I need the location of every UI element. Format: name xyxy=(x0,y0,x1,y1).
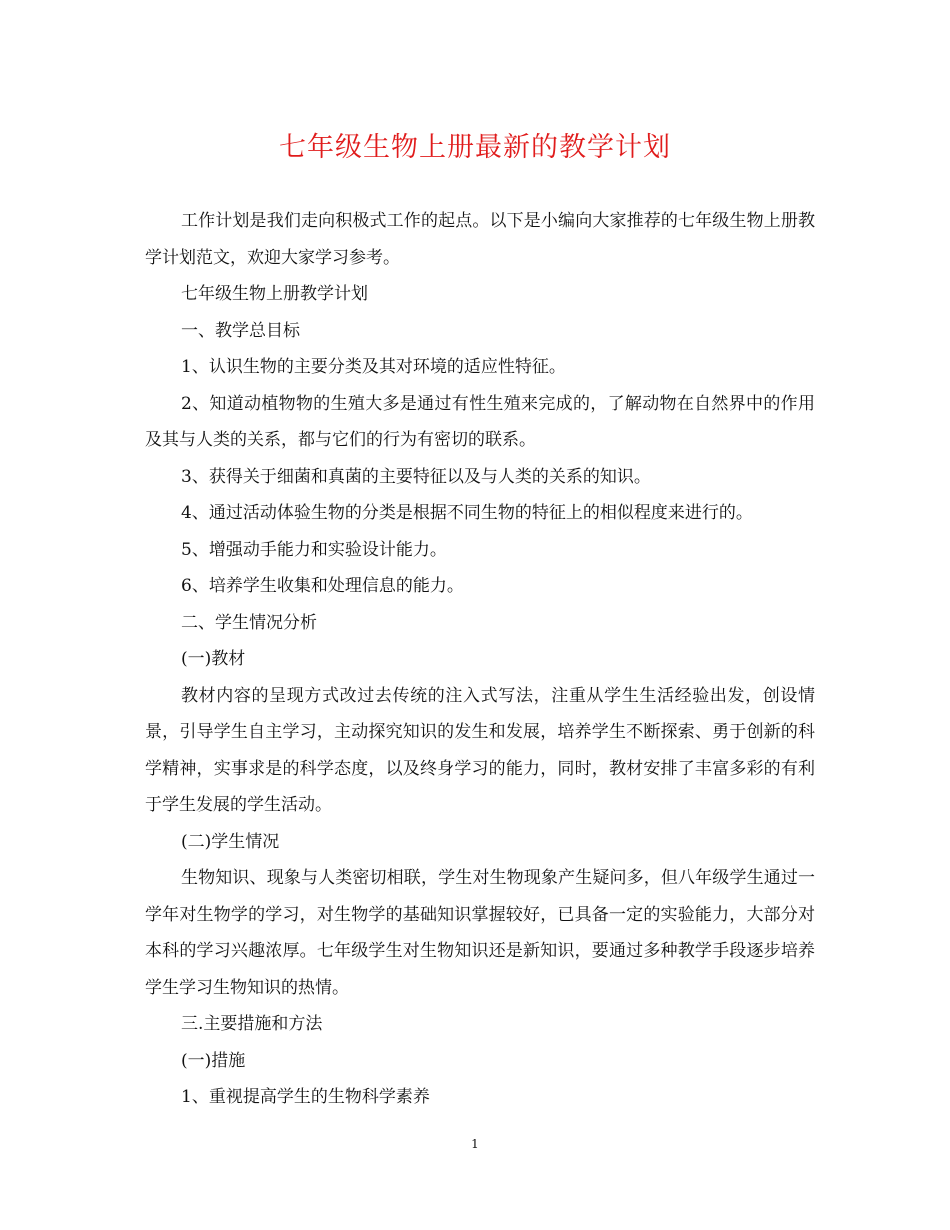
page-number: 1 xyxy=(471,1137,479,1151)
document-title: 七年级生物上册最新的教学计划 xyxy=(279,132,671,163)
section-heading-measures: 三.主要措施和方法 xyxy=(181,1014,323,1034)
goal-item-6: 6、培养学生收集和处理信息的能力。 xyxy=(181,576,464,596)
subheading-measures: (一)措施 xyxy=(181,1050,246,1071)
subtitle-paragraph: 七年级生物上册教学计划 xyxy=(181,284,368,304)
goal-item-4: 4、通过活动体验生物的分类是根据不同生物的特征上的相似程度来进行的。 xyxy=(181,503,753,523)
textbook-paragraph: 教材内容的呈现方式改过去传统的注入式写法，注重从学生生活经验出发，创设情景，引导学生自主学习，主动探究知识的发生和发展，培养学生不断探索、勇于创新的科学精神，实事求是的科学态度，以及终身学习的能力，同时，教材安排了丰富多彩的有利于学生发展的学生活动。 xyxy=(145,685,815,815)
subheading-textbook: (一)教材 xyxy=(181,649,246,669)
document-body xyxy=(145,203,815,1116)
section-heading-analysis: 二、学生情况分析 xyxy=(181,612,317,633)
section-heading-goals: 一、教学总目标 xyxy=(181,320,300,341)
subheading-students: (二)学生情况 xyxy=(181,831,280,852)
measure-item-1: 1、重视提高学生的生物科学素养 xyxy=(181,1087,430,1107)
goal-item-3: 3、获得关于细菌和真菌的主要特征以及与人类的关系的知识。 xyxy=(181,466,651,487)
goal-item-2: 2、知道动植物物的生殖大多是通过有性生殖来完成的，了解动物在自然界中的作用及其与人类的关系，都与它们的行为有密切的联系。 xyxy=(145,393,815,450)
goal-item-1: 1、认识生物的主要分类及其对环境的适应性特征。 xyxy=(181,357,566,377)
intro-paragraph: 工作计划是我们走向积极式工作的起点。以下是小编向大家推荐的七年级生物上册教学计划范文，欢迎大家学习参考。 xyxy=(145,211,815,268)
students-paragraph: 生物知识、现象与人类密切相联，学生对生物现象产生疑问多，但八年级学生通过一学年对生物学的学习，对生物学的基础知识掌握较好，已具备一定的实验能力，大部分对本科的学习兴趣浓厚。七年级学生对生物知识还是新知识，要通过多种教学手段逐步培养学生学习生物知识的热情。 xyxy=(145,868,815,998)
goal-item-5: 5、增强动手能力和实验设计能力。 xyxy=(181,539,447,560)
